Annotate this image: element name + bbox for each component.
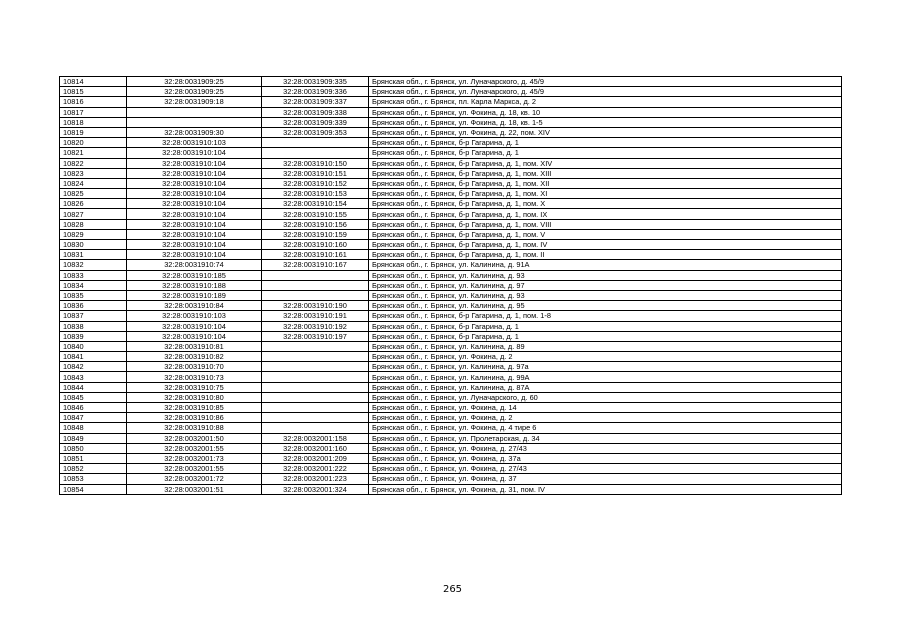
table-row (60, 240, 842, 250)
table-row (60, 127, 842, 137)
table-row (60, 270, 842, 280)
table-row (60, 280, 842, 290)
object-number-cell: 32:28:0031910:153 (262, 189, 369, 199)
object-number-cell (262, 270, 369, 280)
parcel-number-cell: 32:28:0031910:81 (127, 341, 262, 351)
table-row (60, 372, 842, 382)
parcel-number-cell: 32:28:0031910:75 (127, 382, 262, 392)
object-number-cell (262, 403, 369, 413)
address-cell: Брянская обл., г. Брянск, б-р Гагарина, д. 1, пом. V (369, 229, 842, 239)
row-number-cell: 10843 (60, 372, 127, 382)
parcel-number-cell: 32:28:0031910:74 (127, 260, 262, 270)
table-row (60, 464, 842, 474)
object-number-cell (262, 341, 369, 351)
address-cell: Брянская обл., г. Брянск, ул. Луначарского, д. 60 (369, 392, 842, 402)
row-number-cell: 10827 (60, 209, 127, 219)
row-number-cell: 10824 (60, 178, 127, 188)
row-number-cell: 10838 (60, 321, 127, 331)
table-row (60, 107, 842, 117)
row-number-cell: 10840 (60, 341, 127, 351)
parcel-number-cell: 32:28:0031910:73 (127, 372, 262, 382)
table-row (60, 189, 842, 199)
parcel-number-cell: 32:28:0031909:25 (127, 77, 262, 87)
row-number-cell: 10828 (60, 219, 127, 229)
parcel-number-cell: 32:28:0031910:84 (127, 301, 262, 311)
row-number-cell: 10854 (60, 484, 127, 494)
row-number-cell: 10847 (60, 413, 127, 423)
object-number-cell: 32:28:0031910:151 (262, 168, 369, 178)
table-row (60, 199, 842, 209)
page-number: 265 (442, 584, 463, 595)
parcel-number-cell (127, 107, 262, 117)
row-number-cell: 10820 (60, 138, 127, 148)
row-number-cell: 10822 (60, 158, 127, 168)
row-number-cell: 10825 (60, 189, 127, 199)
table-row (60, 87, 842, 97)
address-cell: Брянская обл., г. Брянск, б-р Гагарина, д. 1, пом. 1-8 (369, 311, 842, 321)
object-number-cell: 32:28:0031909:337 (262, 97, 369, 107)
row-number-cell: 10819 (60, 127, 127, 137)
table-row (60, 168, 842, 178)
object-number-cell: 32:28:0031910:155 (262, 209, 369, 219)
object-number-cell: 32:28:0031910:152 (262, 178, 369, 188)
address-cell: Брянская обл., г. Брянск, б-р Гагарина, д. 1 (369, 331, 842, 341)
object-number-cell: 32:28:0032001:209 (262, 453, 369, 463)
object-number-cell: 32:28:0032001:223 (262, 474, 369, 484)
parcel-number-cell: 32:28:0031910:80 (127, 392, 262, 402)
object-number-cell (262, 290, 369, 300)
object-number-cell: 32:28:0031910:160 (262, 240, 369, 250)
address-cell: Брянская обл., г. Брянск, ул. Луначарского, д. 45/9 (369, 77, 842, 87)
parcel-number-cell: 32:28:0032001:51 (127, 484, 262, 494)
table-row (60, 321, 842, 331)
row-number-cell: 10850 (60, 443, 127, 453)
object-number-cell (262, 280, 369, 290)
object-number-cell: 32:28:0031910:197 (262, 331, 369, 341)
object-number-cell: 32:28:0031909:338 (262, 107, 369, 117)
table-row (60, 382, 842, 392)
row-number-cell: 10844 (60, 382, 127, 392)
parcel-number-cell: 32:28:0032001:50 (127, 433, 262, 443)
address-cell: Брянская обл., г. Брянск, ул. Фокина, д. 37а (369, 453, 842, 463)
object-number-cell: 32:28:0031910:161 (262, 250, 369, 260)
row-number-cell: 10832 (60, 260, 127, 270)
parcel-number-cell: 32:28:0032001:73 (127, 453, 262, 463)
address-cell: Брянская обл., г. Брянск, б-р Гагарина, д. 1, пом. X (369, 199, 842, 209)
row-number-cell: 10849 (60, 433, 127, 443)
row-number-cell: 10842 (60, 362, 127, 372)
parcel-number-cell: 32:28:0031910:70 (127, 362, 262, 372)
address-cell: Брянская обл., г. Брянск, б-р Гагарина, д. 1, пом. XI (369, 189, 842, 199)
row-number-cell: 10837 (60, 311, 127, 321)
table-row (60, 484, 842, 494)
parcel-number-cell: 32:28:0031910:104 (127, 219, 262, 229)
parcel-number-cell: 32:28:0031910:104 (127, 209, 262, 219)
parcel-number-cell: 32:28:0031910:185 (127, 270, 262, 280)
table-row (60, 97, 842, 107)
table-row (60, 453, 842, 463)
object-number-cell: 32:28:0031909:339 (262, 117, 369, 127)
address-cell: Брянская обл., г. Брянск, б-р Гагарина, д. 1 (369, 148, 842, 158)
parcel-number-cell: 32:28:0031910:103 (127, 138, 262, 148)
object-number-cell: 32:28:0031910:167 (262, 260, 369, 270)
parcel-number-cell: 32:28:0031910:104 (127, 178, 262, 188)
object-number-cell: 32:28:0032001:222 (262, 464, 369, 474)
object-number-cell (262, 413, 369, 423)
table-row (60, 413, 842, 423)
row-number-cell: 10826 (60, 199, 127, 209)
row-number-cell: 10841 (60, 352, 127, 362)
table-row (60, 311, 842, 321)
row-number-cell: 10829 (60, 229, 127, 239)
parcel-number-cell: 32:28:0031910:104 (127, 148, 262, 158)
parcel-number-cell: 32:28:0031910:86 (127, 413, 262, 423)
address-cell: Брянская обл., г. Брянск, ул. Фокина, д. 4 тире 6 (369, 423, 842, 433)
parcel-number-cell: 32:28:0031910:104 (127, 168, 262, 178)
table-row (60, 301, 842, 311)
row-number-cell: 10836 (60, 301, 127, 311)
table-row (60, 117, 842, 127)
object-number-cell: 32:28:0031910:154 (262, 199, 369, 209)
parcel-number-cell: 32:28:0031910:188 (127, 280, 262, 290)
object-number-cell: 32:28:0031910:192 (262, 321, 369, 331)
object-number-cell: 32:28:0031910:191 (262, 311, 369, 321)
parcel-number-cell: 32:28:0031909:18 (127, 97, 262, 107)
object-number-cell: 32:28:0031909:353 (262, 127, 369, 137)
table-row (60, 403, 842, 413)
table-row (60, 290, 842, 300)
address-cell: Брянская обл., г. Брянск, ул. Луначарского, д. 45/9 (369, 87, 842, 97)
registry-table (59, 76, 842, 495)
parcel-number-cell: 32:28:0031910:85 (127, 403, 262, 413)
address-cell: Брянская обл., г. Брянск, ул. Калинина, д. 97а (369, 362, 842, 372)
table-row (60, 352, 842, 362)
parcel-number-cell: 32:28:0031910:104 (127, 240, 262, 250)
address-cell: Брянская обл., г. Брянск, ул. Фокина, д. 31, пом. IV (369, 484, 842, 494)
table-row (60, 178, 842, 188)
row-number-cell: 10833 (60, 270, 127, 280)
row-number-cell: 10816 (60, 97, 127, 107)
object-number-cell: 32:28:0031909:335 (262, 77, 369, 87)
address-cell: Брянская обл., г. Брянск, ул. Пролетарская, д. 34 (369, 433, 842, 443)
object-number-cell: 32:28:0031910:150 (262, 158, 369, 168)
table-row (60, 158, 842, 168)
parcel-number-cell: 32:28:0031910:104 (127, 199, 262, 209)
object-number-cell: 32:28:0032001:158 (262, 433, 369, 443)
address-cell: Брянская обл., г. Брянск, б-р Гагарина, д. 1, пом. VIII (369, 219, 842, 229)
parcel-number-cell: 32:28:0031909:25 (127, 87, 262, 97)
table-row (60, 443, 842, 453)
row-number-cell: 10852 (60, 464, 127, 474)
object-number-cell: 32:28:0031909:336 (262, 87, 369, 97)
table-row (60, 219, 842, 229)
object-number-cell: 32:28:0032001:324 (262, 484, 369, 494)
object-number-cell: 32:28:0031910:159 (262, 229, 369, 239)
row-number-cell: 10815 (60, 87, 127, 97)
address-cell: Брянская обл., г. Брянск, б-р Гагарина, д. 1, пом. II (369, 250, 842, 260)
object-number-cell (262, 362, 369, 372)
parcel-number-cell: 32:28:0031910:104 (127, 331, 262, 341)
parcel-number-cell: 32:28:0031910:104 (127, 229, 262, 239)
table-row (60, 148, 842, 158)
address-cell: Брянская обл., г. Брянск, б-р Гагарина, д. 1, пом. XIV (369, 158, 842, 168)
address-cell: Брянская обл., г. Брянск, б-р Гагарина, д. 1 (369, 321, 842, 331)
object-number-cell (262, 392, 369, 402)
parcel-number-cell: 32:28:0032001:72 (127, 474, 262, 484)
table-row (60, 331, 842, 341)
parcel-number-cell: 32:28:0031910:104 (127, 189, 262, 199)
parcel-number-cell: 32:28:0031910:104 (127, 321, 262, 331)
address-cell: Брянская обл., г. Брянск, ул. Калинина, д. 97 (369, 280, 842, 290)
table-row (60, 229, 842, 239)
row-number-cell: 10830 (60, 240, 127, 250)
table-row (60, 209, 842, 219)
address-cell: Брянская обл., г. Брянск, ул. Калинина, д. 91А (369, 260, 842, 270)
address-cell: Брянская обл., г. Брянск, ул. Фокина, д. 2 (369, 413, 842, 423)
address-cell: Брянская обл., г. Брянск, ул. Фокина, д. 22, пом. XIV (369, 127, 842, 137)
row-number-cell: 10835 (60, 290, 127, 300)
parcel-number-cell: 32:28:0031910:104 (127, 158, 262, 168)
row-number-cell: 10823 (60, 168, 127, 178)
address-cell: Брянская обл., г. Брянск, ул. Фокина, д. 37 (369, 474, 842, 484)
address-cell: Брянская обл., г. Брянск, ул. Калинина, д. 89 (369, 341, 842, 351)
row-number-cell: 10845 (60, 392, 127, 402)
address-cell: Брянская обл., г. Брянск, б-р Гагарина, д. 1, пом. IX (369, 209, 842, 219)
parcel-number-cell (127, 117, 262, 127)
address-cell: Брянская обл., г. Брянск, ул. Фокина, д. 27/43 (369, 464, 842, 474)
address-cell: Брянская обл., г. Брянск, ул. Фокина, д. 27/43 (369, 443, 842, 453)
object-number-cell (262, 148, 369, 158)
table-row (60, 392, 842, 402)
parcel-number-cell: 32:28:0031910:104 (127, 250, 262, 260)
row-number-cell: 10817 (60, 107, 127, 117)
table-row (60, 77, 842, 87)
parcel-number-cell: 32:28:0032001:55 (127, 443, 262, 453)
parcel-number-cell: 32:28:0031910:82 (127, 352, 262, 362)
address-cell: Брянская обл., г. Брянск, б-р Гагарина, д. 1, пом. XII (369, 178, 842, 188)
address-cell: Брянская обл., г. Брянск, б-р Гагарина, д. 1, пом. XIII (369, 168, 842, 178)
address-cell: Брянская обл., г. Брянск, ул. Фокина, д. 18, кв. 1-5 (369, 117, 842, 127)
table-row (60, 423, 842, 433)
address-cell: Брянская обл., г. Брянск, ул. Фокина, д. 18, кв. 10 (369, 107, 842, 117)
object-number-cell (262, 423, 369, 433)
parcel-number-cell: 32:28:0031910:189 (127, 290, 262, 300)
object-number-cell (262, 372, 369, 382)
table-row (60, 362, 842, 372)
address-cell: Брянская обл., г. Брянск, ул. Фокина, д. 2 (369, 352, 842, 362)
table-row (60, 433, 842, 443)
row-number-cell: 10839 (60, 331, 127, 341)
table-row (60, 474, 842, 484)
address-cell: Брянская обл., г. Брянск, б-р Гагарина, д. 1 (369, 138, 842, 148)
row-number-cell: 10831 (60, 250, 127, 260)
table-row (60, 341, 842, 351)
table-row (60, 260, 842, 270)
object-number-cell (262, 352, 369, 362)
object-number-cell: 32:28:0032001:160 (262, 443, 369, 453)
object-number-cell: 32:28:0031910:190 (262, 301, 369, 311)
object-number-cell (262, 138, 369, 148)
row-number-cell: 10846 (60, 403, 127, 413)
row-number-cell: 10814 (60, 77, 127, 87)
address-cell: Брянская обл., г. Брянск, ул. Калинина, д. 87А (369, 382, 842, 392)
row-number-cell: 10848 (60, 423, 127, 433)
address-cell: Брянская обл., г. Брянск, пл. Карла Маркса, д. 2 (369, 97, 842, 107)
table-row (60, 138, 842, 148)
object-number-cell: 32:28:0031910:156 (262, 219, 369, 229)
address-cell: Брянская обл., г. Брянск, ул. Калинина, д. 95 (369, 301, 842, 311)
row-number-cell: 10821 (60, 148, 127, 158)
row-number-cell: 10853 (60, 474, 127, 484)
address-cell: Брянская обл., г. Брянск, ул. Калинина, д. 93 (369, 270, 842, 280)
row-number-cell: 10818 (60, 117, 127, 127)
row-number-cell: 10851 (60, 453, 127, 463)
address-cell: Брянская обл., г. Брянск, ул. Фокина, д. 14 (369, 403, 842, 413)
address-cell: Брянская обл., г. Брянск, б-р Гагарина, д. 1, пом. IV (369, 240, 842, 250)
object-number-cell (262, 382, 369, 392)
address-cell: Брянская обл., г. Брянск, ул. Калинина, д. 93 (369, 290, 842, 300)
parcel-number-cell: 32:28:0031909:30 (127, 127, 262, 137)
parcel-number-cell: 32:28:0031910:103 (127, 311, 262, 321)
parcel-number-cell: 32:28:0031910:88 (127, 423, 262, 433)
parcel-number-cell: 32:28:0032001:55 (127, 464, 262, 474)
address-cell: Брянская обл., г. Брянск, ул. Калинина, д. 99А (369, 372, 842, 382)
row-number-cell: 10834 (60, 280, 127, 290)
table-row (60, 250, 842, 260)
registry-table-body (60, 77, 842, 495)
